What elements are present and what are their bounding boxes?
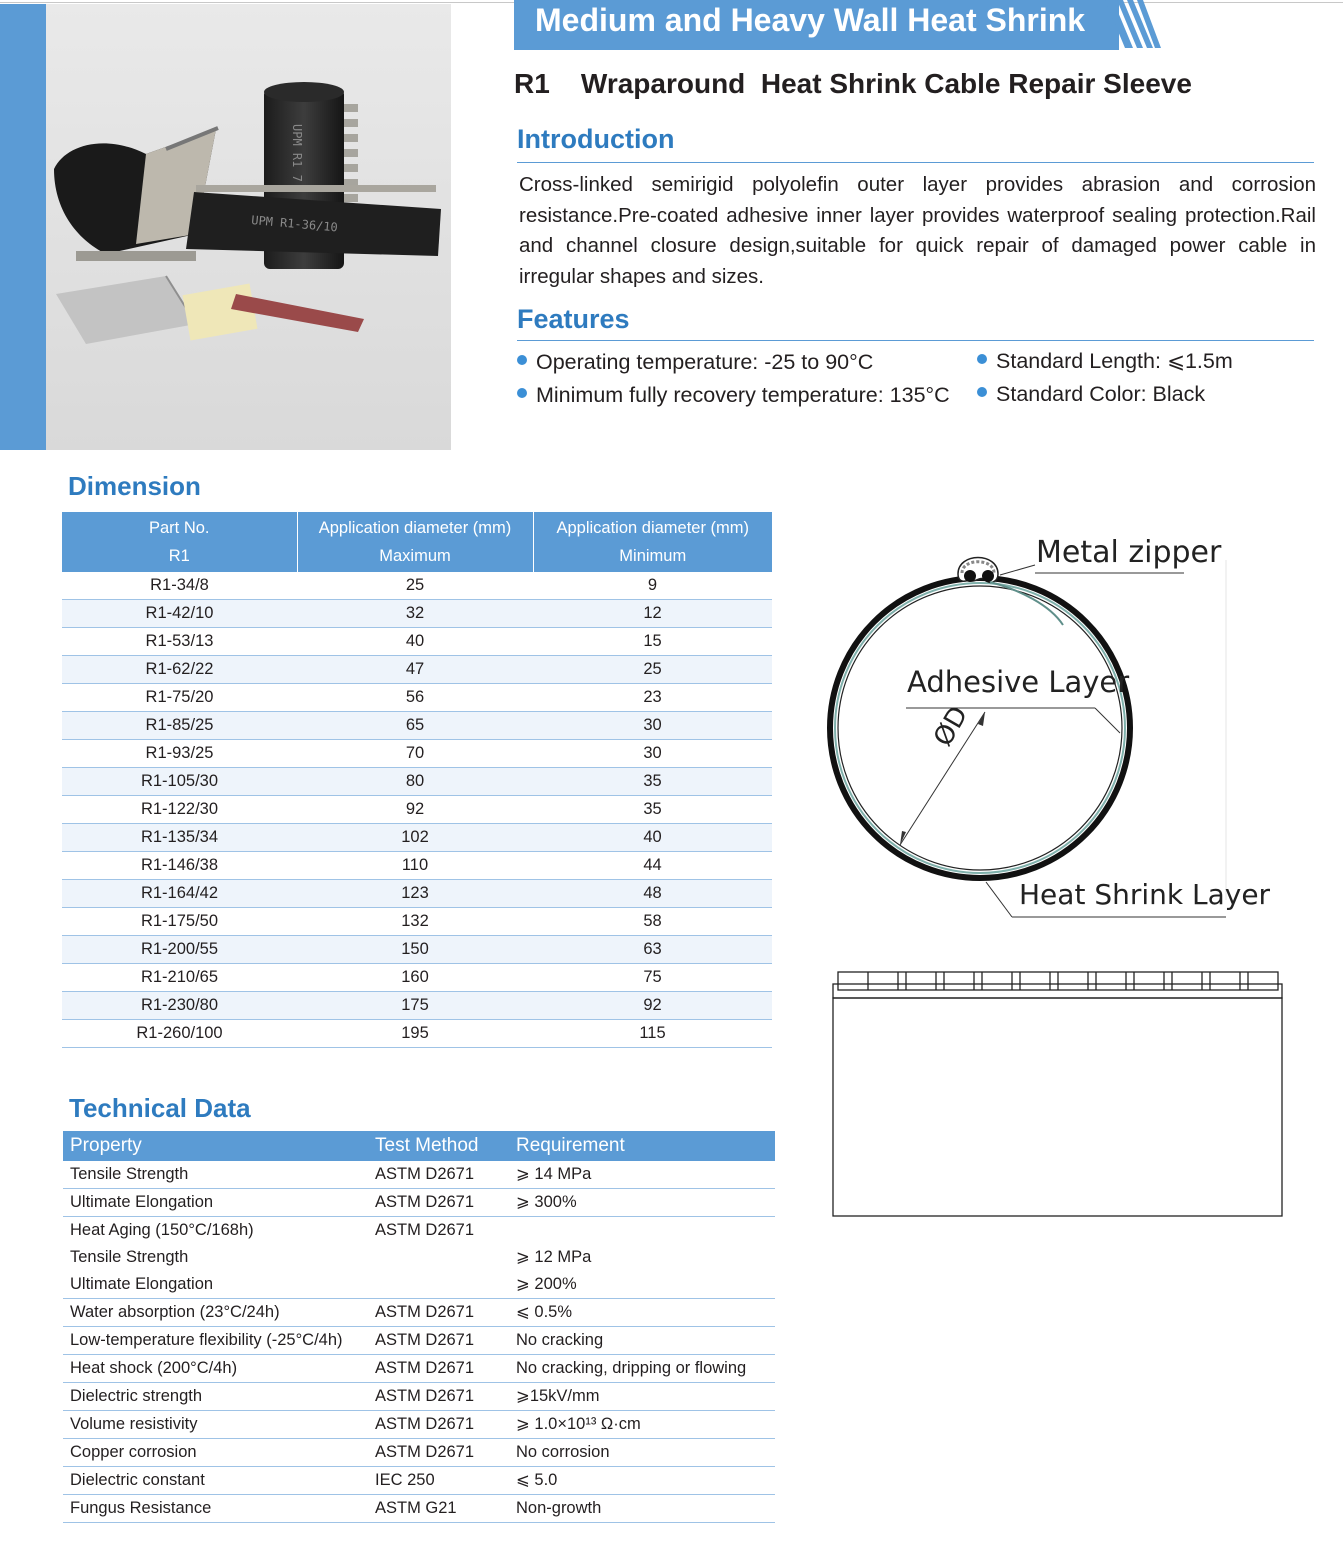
metal-zipper-icon bbox=[958, 558, 998, 583]
banner-title: Medium and Heavy Wall Heat Shrink bbox=[535, 2, 1086, 38]
photo-label-sleeve: UPM R1-36/10 bbox=[250, 213, 339, 235]
column-header: Test Method bbox=[368, 1131, 509, 1161]
table-row: Copper corrosion ASTM D2671 No corrosion bbox=[63, 1439, 775, 1467]
table-row: Heat Aging (150°C/168h) ASTM D2671 bbox=[70, 1221, 475, 1239]
diameter-label: ØD bbox=[928, 701, 975, 752]
table-row: Low-temperature flexibility (-25°C/4h) ASTM D2671 No cracking bbox=[63, 1327, 775, 1355]
table-row: R1-230/80 175 92 bbox=[62, 992, 772, 1020]
adhesive-layer-label: Adhesive Layer bbox=[907, 665, 1130, 699]
table-row: Tensile Strength ⩾ 12 MPa bbox=[70, 1248, 592, 1266]
feature-item: Operating temperature: -25 to 90°C bbox=[517, 350, 873, 375]
dimension-header-row bbox=[62, 512, 772, 572]
column-header: Application diameter (mm) Maximum bbox=[297, 512, 533, 572]
technical-table bbox=[63, 1131, 775, 1523]
bullet-icon bbox=[977, 387, 987, 397]
table-row: R1-53/13 40 15 bbox=[62, 628, 772, 656]
table-row: R1-105/30 80 35 bbox=[62, 768, 772, 796]
table-row: Tensile Strength ASTM D2671 ⩾ 14 MPa bbox=[63, 1161, 775, 1189]
table-row: R1-34/8 25 9 bbox=[62, 572, 772, 600]
bullet-icon bbox=[517, 388, 527, 398]
bullet-icon bbox=[517, 355, 527, 365]
technical-header-row bbox=[63, 1131, 775, 1161]
adhesive-ring bbox=[835, 583, 1125, 873]
table-row: R1-146/38 110 44 bbox=[62, 852, 772, 880]
feature-item: Standard Color: Black bbox=[977, 382, 1205, 407]
column-header: Part No. R1 bbox=[62, 512, 297, 572]
table-row: R1-135/34 102 40 bbox=[62, 824, 772, 852]
introduction-text: Cross-linked semirigid polyolefin outer layer provides abrasion and corrosion resistance.Pre-coated adhesive inner layer provides waterproof sealing protection.Rail and channel closure design,suitable for quick repair of damaged power cable in irregular shapes and sizes. bbox=[519, 173, 1316, 288]
features-rule bbox=[517, 340, 1314, 341]
table-row: Dielectric strength ASTM D2671 ⩾15kV/mm bbox=[63, 1383, 775, 1411]
table-row: Fungus Resistance ASTM G21 Non-growth bbox=[63, 1495, 775, 1523]
banner-stripes bbox=[1105, 0, 1165, 50]
bullet-icon bbox=[977, 354, 987, 364]
table-row: R1-175/50 132 58 bbox=[62, 908, 772, 936]
dimension-table bbox=[62, 512, 772, 1048]
feature-item: Standard Length: ⩽1.5m bbox=[977, 349, 1233, 374]
introduction-rule bbox=[517, 162, 1314, 163]
introduction-heading: Introduction bbox=[517, 124, 675, 154]
heat-shrink-layer-label: Heat Shrink Layer bbox=[1019, 878, 1271, 911]
side-accent-bar bbox=[0, 4, 46, 450]
table-row: R1-200/55 150 63 bbox=[62, 936, 772, 964]
column-header: Application diameter (mm) Minimum bbox=[533, 512, 772, 572]
table-row: R1-260/100 195 115 bbox=[62, 1020, 772, 1048]
dimension-heading: Dimension bbox=[68, 471, 201, 501]
table-row: Ultimate Elongation ⩾ 200% bbox=[63, 1271, 775, 1299]
table-row: Dielectric constant IEC 250 ⩽ 5.0 bbox=[63, 1467, 775, 1495]
technical-heading: Technical Data bbox=[69, 1093, 251, 1123]
sleeve-diagram bbox=[800, 520, 1300, 1230]
table-row: R1-85/25 65 30 bbox=[62, 712, 772, 740]
product-title: R1 Wraparound Heat Shrink Cable Repair Sleeve bbox=[514, 68, 1192, 99]
heat-shrink-ring bbox=[830, 578, 1130, 878]
product-photo bbox=[46, 4, 451, 450]
photo-label-cylinder: UPM R1 7 bbox=[290, 124, 304, 182]
table-row: R1-93/25 70 30 bbox=[62, 740, 772, 768]
column-header: Property bbox=[63, 1131, 368, 1161]
table-row: R1-164/42 123 48 bbox=[62, 880, 772, 908]
table-row: Volume resistivity ASTM D2671 ⩾ 1.0×10¹³ Ω·cm bbox=[63, 1411, 775, 1439]
table-row: R1-42/10 32 12 bbox=[62, 600, 772, 628]
table-row: Heat shock (200°C/4h) ASTM D2671 No cracking, dripping or flowing bbox=[63, 1355, 775, 1383]
flat-sleeve-drawing bbox=[833, 972, 1282, 1216]
table-row: R1-122/30 92 35 bbox=[62, 796, 772, 824]
table-row: R1-210/65 160 75 bbox=[62, 964, 772, 992]
feature-item: Minimum fully recovery temperature: 135°C bbox=[517, 383, 950, 408]
features-heading: Features bbox=[517, 304, 630, 334]
table-row: Water absorption (23°C/24h) ASTM D2671 ⩽ 0.5% bbox=[63, 1299, 775, 1327]
column-header: Requirement bbox=[509, 1131, 775, 1161]
table-row: Ultimate Elongation ASTM D2671 ⩾ 300% bbox=[63, 1189, 775, 1217]
metal-zipper-label: Metal zipper bbox=[1036, 535, 1222, 570]
table-row: R1-62/22 47 25 bbox=[62, 656, 772, 684]
table-row: R1-75/20 56 23 bbox=[62, 684, 772, 712]
